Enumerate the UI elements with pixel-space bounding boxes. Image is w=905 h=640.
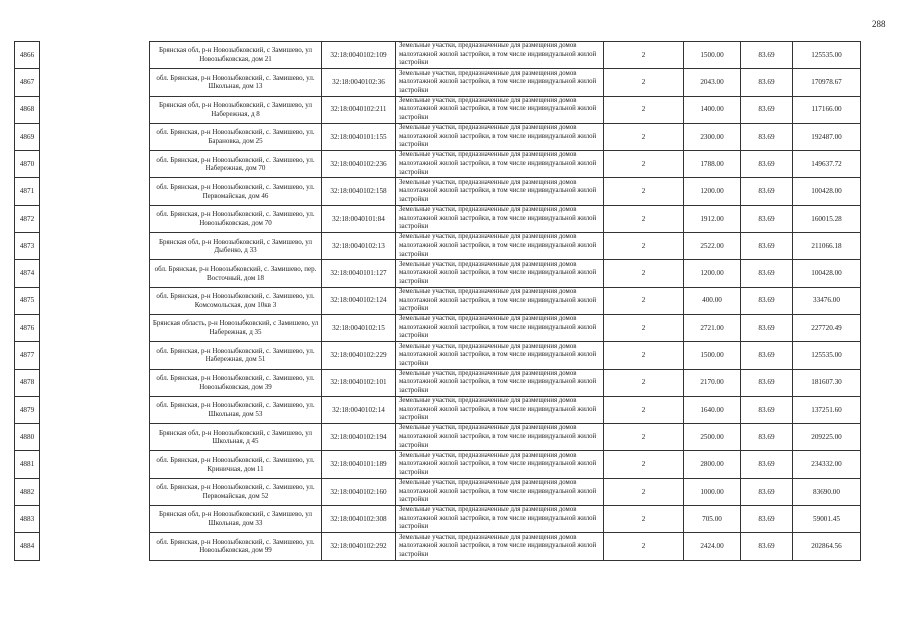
- group-cell: 2: [604, 287, 684, 314]
- address-cell: обл. Брянская, р-н Новозыбковский, с. Замишево, ул. Новозыбковская, дом 39: [150, 369, 322, 396]
- cadastral-number-cell: 32:18:0040102:236: [322, 151, 396, 178]
- table-row: [15, 151, 861, 178]
- row-number: 4878: [15, 369, 40, 396]
- area-cell: 2800.00: [684, 451, 741, 478]
- address-cell: обл. Брянская, р-н Новозыбковский, с. Замишево, ул. Барановка, дом 25: [150, 123, 322, 150]
- table-row: [15, 260, 861, 287]
- blank-cell: [40, 424, 150, 451]
- cadastral-number-cell: 32:18:0040102:36: [322, 69, 396, 96]
- address-cell: обл. Брянская, р-н Новозыбковский, с. Замишево, ул. Школьная, дом 53: [150, 396, 322, 423]
- area-cell: 2500.00: [684, 424, 741, 451]
- land-use-cell: Земельные участки, предназначенные для размещения домов малоэтажной жилой застройки, в том числе индивидуальной жилой застройки: [396, 287, 604, 314]
- area-cell: 2424.00: [684, 533, 741, 560]
- land-use-cell: Земельные участки, предназначенные для размещения домов малоэтажной жилой застройки, в том числе индивидуальной жилой застройки: [396, 533, 604, 560]
- cadastral-number-cell: 32:18:0040102:308: [322, 506, 396, 533]
- table-row: [15, 424, 861, 451]
- cadastral-value-cell: 211066.18: [793, 233, 861, 260]
- group-cell: 2: [604, 42, 684, 69]
- area-cell: 2170.00: [684, 369, 741, 396]
- area-cell: 1912.00: [684, 205, 741, 232]
- table-row: [15, 369, 861, 396]
- table-row: [15, 533, 861, 560]
- group-cell: 2: [604, 342, 684, 369]
- cadastral-value-cell: 100428.00: [793, 260, 861, 287]
- row-number: 4873: [15, 233, 40, 260]
- table-row: [15, 287, 861, 314]
- table-row: [15, 451, 861, 478]
- table-row: [15, 96, 861, 123]
- cadastral-value-cell: 137251.60: [793, 396, 861, 423]
- rate-cell: 83.69: [741, 287, 793, 314]
- blank-cell: [40, 42, 150, 69]
- group-cell: 2: [604, 233, 684, 260]
- group-cell: 2: [604, 314, 684, 341]
- cadastral-value-cell: 234332.00: [793, 451, 861, 478]
- row-number: 4880: [15, 424, 40, 451]
- area-cell: 2300.00: [684, 123, 741, 150]
- group-cell: 2: [604, 260, 684, 287]
- table-row: [15, 42, 861, 69]
- row-number: 4867: [15, 69, 40, 96]
- row-number: 4876: [15, 314, 40, 341]
- address-cell: обл. Брянская, р-н Новозыбковский, с. Замишево, пер. Восточный, дом 18: [150, 260, 322, 287]
- land-use-cell: Земельные участки, предназначенные для размещения домов малоэтажной жилой застройки, в том числе индивидуальной жилой застройки: [396, 314, 604, 341]
- cadastral-value-cell: 100428.00: [793, 178, 861, 205]
- table-row: [15, 178, 861, 205]
- group-cell: 2: [604, 123, 684, 150]
- row-number: 4882: [15, 478, 40, 505]
- cadastral-number-cell: 32:18:0040102:292: [322, 533, 396, 560]
- area-cell: 1788.00: [684, 151, 741, 178]
- row-number: 4877: [15, 342, 40, 369]
- land-use-cell: Земельные участки, предназначенные для размещения домов малоэтажной жилой застройки, в том числе индивидуальной жилой застройки: [396, 151, 604, 178]
- group-cell: 2: [604, 451, 684, 478]
- row-number: 4884: [15, 533, 40, 560]
- row-number: 4868: [15, 96, 40, 123]
- group-cell: 2: [604, 369, 684, 396]
- cadastral-value-cell: 209225.00: [793, 424, 861, 451]
- group-cell: 2: [604, 478, 684, 505]
- blank-cell: [40, 533, 150, 560]
- area-cell: 1000.00: [684, 478, 741, 505]
- cadastral-value-cell: 125535.00: [793, 342, 861, 369]
- cadastral-number-cell: 32:18:0040101:189: [322, 451, 396, 478]
- rate-cell: 83.69: [741, 396, 793, 423]
- cadastral-value-cell: 170978.67: [793, 69, 861, 96]
- address-cell: Брянская обл, р-н Новозыбковский, с Замишево, ул Школьная, д 45: [150, 424, 322, 451]
- land-use-cell: Земельные участки, предназначенные для размещения домов малоэтажной жилой застройки, в том числе индивидуальной жилой застройки: [396, 123, 604, 150]
- blank-cell: [40, 96, 150, 123]
- row-number: 4879: [15, 396, 40, 423]
- rate-cell: 83.69: [741, 233, 793, 260]
- blank-cell: [40, 369, 150, 396]
- address-cell: обл. Брянская, р-н Новозыбковский, с. Замишево, ул. Набережная, дом 70: [150, 151, 322, 178]
- group-cell: 2: [604, 396, 684, 423]
- row-number: 4881: [15, 451, 40, 478]
- row-number: 4871: [15, 178, 40, 205]
- land-use-cell: Земельные участки, предназначенные для размещения домов малоэтажной жилой застройки, в том числе индивидуальной жилой застройки: [396, 69, 604, 96]
- blank-cell: [40, 260, 150, 287]
- cadastral-value-cell: 227720.49: [793, 314, 861, 341]
- area-cell: 1640.00: [684, 396, 741, 423]
- blank-cell: [40, 178, 150, 205]
- land-use-cell: Земельные участки, предназначенные для размещения домов малоэтажной жилой застройки, в том числе индивидуальной жилой застройки: [396, 342, 604, 369]
- cadastral-number-cell: 32:18:0040102:14: [322, 396, 396, 423]
- group-cell: 2: [604, 178, 684, 205]
- rate-cell: 83.69: [741, 96, 793, 123]
- rate-cell: 83.69: [741, 178, 793, 205]
- table-row: [15, 233, 861, 260]
- cadastral-number-cell: 32:18:0040102:13: [322, 233, 396, 260]
- blank-cell: [40, 151, 150, 178]
- land-use-cell: Земельные участки, предназначенные для размещения домов малоэтажной жилой застройки, в том числе индивидуальной жилой застройки: [396, 233, 604, 260]
- rate-cell: 83.69: [741, 478, 793, 505]
- land-use-cell: Земельные участки, предназначенные для размещения домов малоэтажной жилой застройки, в том числе индивидуальной жилой застройки: [396, 178, 604, 205]
- cadastral-number-cell: 32:18:0040102:15: [322, 314, 396, 341]
- rate-cell: 83.69: [741, 506, 793, 533]
- page-number: 288: [872, 19, 886, 29]
- address-cell: Брянская обл, р-н Новозыбковский, с Замишево, ул Школьная, дом 33: [150, 506, 322, 533]
- cadastral-number-cell: 32:18:0040101:84: [322, 205, 396, 232]
- address-cell: обл. Брянская, р-н Новозыбковский, с. Замишево, ул. Школьная, дом 13: [150, 69, 322, 96]
- blank-cell: [40, 233, 150, 260]
- rate-cell: 83.69: [741, 205, 793, 232]
- land-use-cell: Земельные участки, предназначенные для размещения домов малоэтажной жилой застройки, в том числе индивидуальной жилой застройки: [396, 478, 604, 505]
- table-row: [15, 205, 861, 232]
- cadastral-number-cell: 32:18:0040102:101: [322, 369, 396, 396]
- rate-cell: 83.69: [741, 369, 793, 396]
- area-cell: 1200.00: [684, 178, 741, 205]
- row-number: 4872: [15, 205, 40, 232]
- group-cell: 2: [604, 424, 684, 451]
- blank-cell: [40, 451, 150, 478]
- area-cell: 2721.00: [684, 314, 741, 341]
- address-cell: обл. Брянская, р-н Новозыбковский, с. Замишево, ул. Первомайская, дом 46: [150, 178, 322, 205]
- blank-cell: [40, 396, 150, 423]
- cadastral-value-cell: 181607.30: [793, 369, 861, 396]
- cadastral-value-cell: 83690.00: [793, 478, 861, 505]
- address-cell: обл. Брянская, р-н Новозыбковский, с. Замишево, ул. Новозыбковская, дом 70: [150, 205, 322, 232]
- land-use-cell: Земельные участки, предназначенные для размещения домов малоэтажной жилой застройки, в том числе индивидуальной жилой застройки: [396, 260, 604, 287]
- blank-cell: [40, 506, 150, 533]
- address-cell: обл. Брянская, р-н Новозыбковский, с. Замишево, ул. Набережная, дом 51: [150, 342, 322, 369]
- cadastral-number-cell: 32:18:0040102:194: [322, 424, 396, 451]
- cadastral-value-cell: 149637.72: [793, 151, 861, 178]
- address-cell: обл. Брянская, р-н Новозыбковский, с. Замишево, ул. Новозыбковская, дом 99: [150, 533, 322, 560]
- address-cell: Брянская область, р-н Новозыбковский, с Замишево, ул Набережная, д 35: [150, 314, 322, 341]
- table-row: [15, 396, 861, 423]
- cadastral-number-cell: 32:18:0040101:127: [322, 260, 396, 287]
- blank-cell: [40, 287, 150, 314]
- blank-cell: [40, 69, 150, 96]
- area-cell: 2522.00: [684, 233, 741, 260]
- group-cell: 2: [604, 506, 684, 533]
- blank-cell: [40, 478, 150, 505]
- cadastral-number-cell: 32:18:0040102:124: [322, 287, 396, 314]
- blank-cell: [40, 205, 150, 232]
- group-cell: 2: [604, 69, 684, 96]
- blank-cell: [40, 123, 150, 150]
- table-row: [15, 342, 861, 369]
- rate-cell: 83.69: [741, 42, 793, 69]
- area-cell: 2043.00: [684, 69, 741, 96]
- land-use-cell: Земельные участки, предназначенные для размещения домов малоэтажной жилой застройки, в том числе индивидуальной жилой застройки: [396, 396, 604, 423]
- rate-cell: 83.69: [741, 314, 793, 341]
- cadastral-value-cell: 125535.00: [793, 42, 861, 69]
- rate-cell: 83.69: [741, 123, 793, 150]
- rate-cell: 83.69: [741, 69, 793, 96]
- row-number: 4875: [15, 287, 40, 314]
- cadastral-value-cell: 59001.45: [793, 506, 861, 533]
- row-number: 4870: [15, 151, 40, 178]
- rate-cell: 83.69: [741, 451, 793, 478]
- rate-cell: 83.69: [741, 533, 793, 560]
- land-plots-table: [14, 41, 861, 561]
- row-number: 4874: [15, 260, 40, 287]
- area-cell: 1400.00: [684, 96, 741, 123]
- address-cell: Брянская обл, р-н Новозыбковский, с Замишево, ул Дыбенко, д 33: [150, 233, 322, 260]
- address-cell: обл. Брянская, р-н Новозыбковский, с. Замишево, ул. Криничная, дом 11: [150, 451, 322, 478]
- cadastral-number-cell: 32:18:0040101:155: [322, 123, 396, 150]
- land-use-cell: Земельные участки, предназначенные для размещения домов малоэтажной жилой застройки, в том числе индивидуальной жилой застройки: [396, 369, 604, 396]
- land-use-cell: Земельные участки, предназначенные для размещения домов малоэтажной жилой застройки, в том числе индивидуальной жилой застройки: [396, 424, 604, 451]
- cadastral-value-cell: 33476.00: [793, 287, 861, 314]
- blank-cell: [40, 314, 150, 341]
- address-cell: обл. Брянская, р-н Новозыбковский, с. Замишево, ул. Первомайская, дом 52: [150, 478, 322, 505]
- land-use-cell: Земельные участки, предназначенные для размещения домов малоэтажной жилой застройки, в том числе индивидуальной жилой застройки: [396, 42, 604, 69]
- row-number: 4866: [15, 42, 40, 69]
- address-cell: Брянская обл, р-н Новозыбковский, с Замишево, ул Набережная, д 8: [150, 96, 322, 123]
- cadastral-value-cell: 202864.56: [793, 533, 861, 560]
- rate-cell: 83.69: [741, 260, 793, 287]
- address-cell: обл. Брянская, р-н Новозыбковский, с. Замишево, ул. Комсомольская, дом 10кв 3: [150, 287, 322, 314]
- rate-cell: 83.69: [741, 151, 793, 178]
- cadastral-number-cell: 32:18:0040102:229: [322, 342, 396, 369]
- cadastral-value-cell: 160015.28: [793, 205, 861, 232]
- land-use-cell: Земельные участки, предназначенные для размещения домов малоэтажной жилой застройки, в том числе индивидуальной жилой застройки: [396, 96, 604, 123]
- area-cell: 1500.00: [684, 342, 741, 369]
- area-cell: 1500.00: [684, 42, 741, 69]
- cadastral-value-cell: 117166.00: [793, 96, 861, 123]
- cadastral-number-cell: 32:18:0040102:109: [322, 42, 396, 69]
- row-number: 4883: [15, 506, 40, 533]
- cadastral-number-cell: 32:18:0040102:160: [322, 478, 396, 505]
- table-row: [15, 478, 861, 505]
- rate-cell: 83.69: [741, 342, 793, 369]
- group-cell: 2: [604, 151, 684, 178]
- land-use-cell: Земельные участки, предназначенные для размещения домов малоэтажной жилой застройки, в том числе индивидуальной жилой застройки: [396, 205, 604, 232]
- table-row: [15, 123, 861, 150]
- group-cell: 2: [604, 205, 684, 232]
- group-cell: 2: [604, 96, 684, 123]
- address-cell: Брянская обл, р-н Новозыбковский, с Замишево, ул Новозыбковская, дом 21: [150, 42, 322, 69]
- area-cell: 705.00: [684, 506, 741, 533]
- blank-cell: [40, 342, 150, 369]
- table-row: [15, 506, 861, 533]
- area-cell: 400.00: [684, 287, 741, 314]
- area-cell: 1200.00: [684, 260, 741, 287]
- row-number: 4869: [15, 123, 40, 150]
- cadastral-number-cell: 32:18:0040102:211: [322, 96, 396, 123]
- cadastral-number-cell: 32:18:0040102:158: [322, 178, 396, 205]
- land-use-cell: Земельные участки, предназначенные для размещения домов малоэтажной жилой застройки, в том числе индивидуальной жилой застройки: [396, 451, 604, 478]
- cadastral-value-cell: 192487.00: [793, 123, 861, 150]
- table-row: [15, 314, 861, 341]
- table-row: [15, 69, 861, 96]
- land-use-cell: Земельные участки, предназначенные для размещения домов малоэтажной жилой застройки, в том числе индивидуальной жилой застройки: [396, 506, 604, 533]
- rate-cell: 83.69: [741, 424, 793, 451]
- group-cell: 2: [604, 533, 684, 560]
